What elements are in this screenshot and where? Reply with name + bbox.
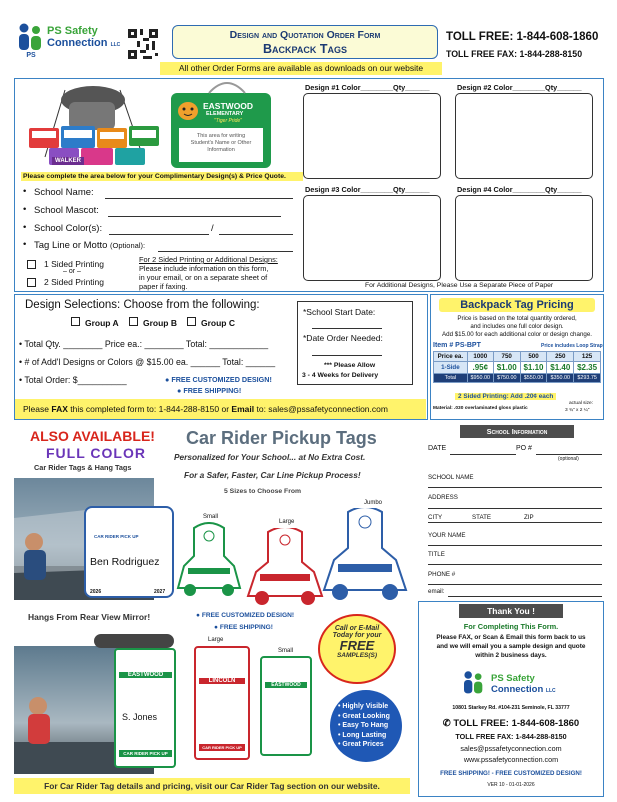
design-note: For Additional Designs, Please Use a Separate Piece of Paper [365, 282, 554, 289]
hang-small-tag [260, 656, 312, 756]
date-needed-label: *Date Order Needed: [303, 333, 383, 343]
car-rider-sub: Car Rider Tags & Hang Tags [34, 463, 132, 472]
logo [16, 22, 136, 58]
hang-small-school: EASTWOOD [265, 682, 307, 688]
two-side-label: 2 Sided Printing [44, 277, 105, 287]
title-line-1: Design and Quotation Order Form [229, 29, 381, 41]
email-input[interactable]: email: [428, 588, 602, 595]
loop-strap-icon [207, 79, 247, 95]
footer-email[interactable]: sales@pssafetyconnection.com [460, 744, 562, 753]
sample-tag-school: EASTWOOD [203, 101, 254, 111]
start-date-label: *School Start Date: [303, 307, 376, 317]
free-shipping-note: ● FREE SHIPPING! [177, 386, 242, 395]
motto-label: Tag Line or Motto [34, 240, 108, 251]
forms-banner: All other Order Forms are available as downloads on our website [160, 62, 442, 75]
title-box [172, 25, 438, 59]
backpack-illustration-icon [25, 82, 163, 168]
thank-you-text: Please FAX, or Scan & Email this form back to us and we will email you a sample design and quote within 2 business days. [436, 634, 586, 659]
city-input[interactable]: CITY [428, 514, 443, 521]
rider-tag [84, 506, 174, 598]
tagline-2: For a Safer, Faster, Car Line Pickup Process! [184, 470, 361, 480]
two-side-checkbox[interactable] [27, 278, 36, 287]
car-rider-title: Car Rider Pickup Tags [186, 428, 377, 448]
motto-note: (Optional): [110, 241, 146, 250]
size-small-label: Small [203, 514, 219, 520]
footer-toll-free: ✆ TOLL FREE: 1-844-608-1860 [442, 718, 580, 729]
design-box-1-label: Design #1 Color________Qty______ [305, 83, 430, 92]
title-line-2: Backpack Tags [263, 42, 347, 56]
dates-box [297, 301, 413, 385]
people-logo-icon [16, 22, 46, 58]
sample-tag-writing-area: This area for writing Student's Name or Other Information [179, 128, 263, 162]
design-box-3[interactable] [303, 195, 441, 281]
item-number: Item # PS-BPT [433, 342, 481, 349]
pricing-1side-cell: $2.35 [574, 362, 601, 374]
pricing-total-cell: $293.75 [574, 374, 601, 383]
size-jumbo-label: Jumbo [364, 500, 383, 506]
tagline-1: Personalized for Your School... at No Extra Cost. [174, 452, 366, 462]
pricing-section [430, 294, 604, 420]
hang-large-tag [194, 646, 250, 760]
hang-large-label: Large [208, 637, 224, 643]
group-c-checkbox[interactable] [187, 317, 196, 326]
pricing-1side-cell: .95¢ [467, 362, 493, 374]
sample-tag-motto: "Tiger Pride" [214, 118, 242, 124]
toll-free: TOLL FREE: 1-844-608-1860 [446, 31, 599, 43]
group-b-checkbox[interactable] [129, 317, 138, 326]
po-optional: (optional) [558, 456, 579, 462]
school-mascot-field[interactable]: • School Mascot: [23, 204, 281, 218]
two-side-add: 2 Sided Printing: Add .20¢ each [455, 393, 556, 400]
group-a-checkbox[interactable] [71, 317, 80, 326]
actual-size: 3 ¾" x 2 ¼" [565, 408, 590, 413]
pricing-total-cell: Total [434, 374, 468, 383]
design-section [14, 78, 604, 292]
mirror-icon [94, 634, 174, 648]
design-box-4[interactable] [455, 195, 593, 281]
benefit-item: • Highly Visible [338, 703, 389, 710]
pricing-desc: Price is based on the total quantity ordered, and includes one full color design. Add $15.00 for each additional color or design change. [442, 315, 592, 338]
title-input[interactable]: TITLE [428, 551, 602, 558]
your-name-input[interactable]: YOUR NAME [428, 532, 602, 539]
group-b-label: Group B [143, 318, 177, 328]
one-side-checkbox[interactable] [27, 260, 36, 269]
size-large-label: Large [279, 519, 295, 525]
two-side-title: For 2 Sided Printing or Additional Designs: [139, 255, 278, 264]
selections-section [14, 294, 428, 420]
design-box-4-label: Design #4 Color________Qty______ [457, 185, 582, 194]
footer-logo-text-1: PS Safety [491, 673, 535, 684]
po-field[interactable]: PO # [516, 445, 602, 452]
benefit-item: • Great Prices [338, 741, 384, 748]
thank-you-section [418, 601, 604, 797]
material-note: Material: .030 overlaminated gloss plastic [433, 406, 528, 411]
pricing-total-cell: $350.00 [547, 374, 574, 383]
date-needed-input[interactable] [312, 355, 382, 356]
large-car-tag-icon [244, 528, 326, 608]
sample-tag [171, 93, 271, 168]
school-name-field[interactable]: • School Name: [23, 186, 293, 200]
address-input[interactable]: ADDRESS [428, 494, 602, 501]
rider-tag-year-right: 2027 [154, 589, 166, 595]
tiger-mascot-icon [177, 101, 199, 121]
rider-tag-year-left: 2026 [90, 589, 102, 595]
pricing-header-cell: 500 [520, 352, 547, 362]
full-color: FULL COLOR [46, 445, 146, 461]
motto-field[interactable]: • Tag Line or Motto (Optional): [23, 239, 293, 253]
pricing-total-cell: $750.00 [493, 374, 520, 383]
phone-input[interactable]: PHONE # [428, 571, 602, 578]
hang-large-school: LINCOLN [199, 678, 245, 684]
school-name-input[interactable]: SCHOOL NAME [428, 474, 602, 481]
small-car-tag-icon [174, 522, 244, 600]
pricing-total-cell: $550.00 [520, 374, 547, 383]
version: VER 10 - 01-01-2026 [487, 782, 535, 788]
footer-people-logo-icon [461, 670, 487, 700]
allow-note: *** Please Allow [324, 362, 376, 369]
fax-bar: Please FAX this completed form to: 1-844-288-8150 or Email to: sales@pssafetyconnection.com [15, 399, 426, 419]
rider-tag-name: Ben Rodriguez [90, 556, 160, 568]
toll-free-fax: TOLL FREE FAX: 1-844-288-8150 [446, 49, 583, 59]
start-date-input[interactable] [312, 328, 382, 329]
backpack-photo [25, 82, 163, 168]
actual-size-label: actual size: [569, 401, 593, 406]
free-design-note: ● FREE CUSTOMIZED DESIGN! [165, 375, 272, 384]
school-mascot-label: School Mascot: [34, 205, 99, 216]
school-info-section [418, 422, 604, 598]
zip-input[interactable]: ZIP [524, 514, 534, 521]
selections-title: Design Selections: Choose from the following: [25, 299, 260, 311]
sizes-title: 5 Sizes to Choose From [224, 488, 302, 495]
benefit-item: • Easy To Hang [338, 722, 389, 729]
hang-free-shipping: ● FREE SHIPPING! [214, 624, 273, 631]
pricing-header-cell: 250 [547, 352, 574, 362]
footer-logo-text-2: Connection LLC [491, 684, 556, 695]
printing-or: – or – [63, 268, 81, 275]
walker-label: WALKER [52, 157, 84, 165]
logo-text-2: Connection LLC [47, 37, 121, 49]
hang-tag-school: EASTWOOD [119, 672, 172, 678]
date-field[interactable]: DATE [428, 445, 516, 452]
footer-free-line: FREE SHIPPING! - FREE CUSTOMIZED DESIGN! [440, 770, 582, 777]
design-box-3-label: Design #3 Color________Qty______ [305, 185, 430, 194]
school-colors-field[interactable]: • School Color(s): / [23, 222, 293, 236]
group-a-label: Group A [85, 318, 119, 328]
one-side-label: 1 Sided Printing [44, 259, 105, 269]
also-available: ALSO AVAILABLE! [30, 428, 155, 444]
pricing-1side-cell: $1.10 [520, 362, 547, 374]
hangs-title: Hangs From Rear View Mirror! [28, 612, 151, 622]
design-box-1[interactable] [303, 93, 441, 179]
phone-icon: ✆ [442, 718, 451, 729]
school-info-title: School Information [460, 425, 574, 438]
addl-designs-line[interactable]: • # of Add'l Designs or Colors @ $15.00 ea. ______ Total: ______ [19, 357, 276, 367]
car-rider-section [14, 422, 410, 798]
hang-tag-pickup: CAR RIDER PICK UP [119, 750, 172, 757]
logo-text-1: PS Safety [47, 25, 98, 37]
design-box-2-label: Design #2 Color________Qty______ [457, 83, 582, 92]
hang-small-label: Small [278, 648, 294, 654]
rider-tag-header: CAR RIDER PICK UP [94, 534, 139, 539]
company-address: 10801 Starkey Rd. #104-231 Seminole, FL 33777 [452, 705, 570, 711]
pricing-1side-cell: 1-Side [434, 362, 468, 374]
two-side-text: Please include information on this form, in your email, or on a separate sheet of paper if faxing. [139, 264, 269, 291]
svg-text:PS: PS [26, 52, 36, 58]
hang-free-design: ● FREE CUSTOMIZED DESIGN! [196, 612, 295, 619]
hang-large-pickup: CAR RIDER PICK UP [199, 744, 245, 751]
pricing-1side-cell: $1.40 [547, 362, 574, 374]
benefit-item: • Long Lasting [338, 731, 387, 739]
thank-you-title: Thank You ! [459, 604, 563, 618]
pricing-header-cell: 125 [574, 352, 601, 362]
footer-toll-free-fax: TOLL FREE FAX: 1-844-288-8150 [455, 732, 567, 741]
jumbo-car-tag-icon [320, 508, 410, 604]
free-samples-callout: Call or E-Mail Today for your FREE SAMPLES(S) [318, 614, 396, 684]
thank-you-subtitle: For Completing This Form. [463, 622, 559, 631]
total-order-line[interactable]: • Total Order: $__________ [19, 375, 127, 385]
car-rider-footer: For Car Rider Tag details and pricing, visit our Car Rider Tag section on our website. [14, 778, 410, 794]
hang-tag-name: S. Jones [122, 712, 158, 722]
pricing-header-cell: 1000 [467, 352, 493, 362]
state-input[interactable]: STATE [472, 514, 492, 521]
design-box-2[interactable] [455, 93, 593, 179]
hang-tag [114, 648, 176, 768]
pricing-header-cell: 750 [493, 352, 520, 362]
qr-code-icon [128, 29, 158, 59]
school-colors-label: School Color(s): [34, 223, 103, 234]
loop-note: Price includes Loop Strap [541, 343, 603, 349]
pricing-1side-cell: $1.00 [493, 362, 520, 374]
form-instruction: Please complete the area below for your Complimentary Design(s) & Price Quote. [21, 172, 303, 181]
pricing-total-cell: $950.00 [467, 374, 493, 383]
footer-web[interactable]: www.pssafetyconnection.com [463, 755, 559, 764]
pricing-title: Backpack Tag Pricing [439, 298, 595, 312]
total-qty-line[interactable]: • Total Qty. ________ Price ea.: ________ Total: ____________ [19, 339, 269, 349]
header [0, 0, 617, 80]
weeks-note: 3 - 4 Weeks for Delivery [302, 372, 379, 379]
sample-tag-school-sub: ELEMENTARY [206, 111, 244, 117]
benefits-circle [330, 690, 402, 762]
benefit-item: • Great Looking [338, 712, 390, 720]
group-c-label: Group C [201, 318, 235, 328]
pricing-header-cell: Price ea. [434, 352, 468, 362]
pricing-table [433, 351, 601, 383]
